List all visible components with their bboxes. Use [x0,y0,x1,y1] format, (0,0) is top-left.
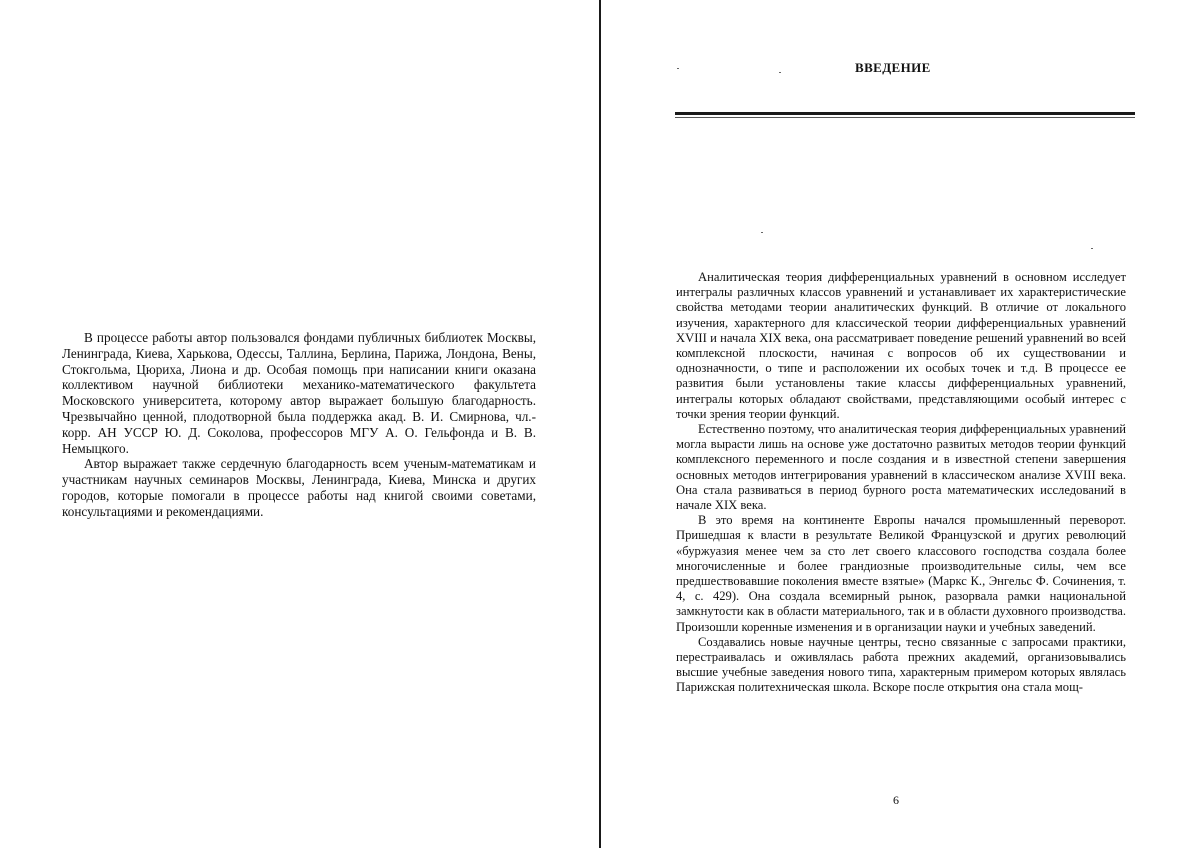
left-page [0,0,599,848]
scan-speck [1091,248,1093,249]
chapter-heading: ВВЕДЕНИЕ [855,60,931,75]
paragraph: В процессе работы автор пользовался фондами публичных библиотек Москвы, Ленинграда, Киева, Харькова, Одессы, Таллина, Берлина, Парижа, Лондона, Вены, Стокгольма, Цюриха, Лиона и др. Особая помощь при написании книги оказана коллективом научной библиотеки механико-математического факультета Московского университета, которому автор выражает большую благодарность. Чрезвычайно ценной, плодотворной была поддержка акад. В. И. Смирнова, чл.-корр. АН УССР Ю. Д. Соколова, профессоров МГУ А. О. Гельфонда и В. В. Немыцкого. [62,330,536,456]
paragraph: Автор выражает также сердечную благодарность всем ученым-математикам и участникам научных семинаров Москвы, Ленинграда, Киева, Минска и других городов, которые помогали в процессе работы над книгой своими советами, консультациями и рекомендациями. [62,456,536,519]
paragraph: Естественно поэтому, что аналитическая теория дифференциальных уравнений могла вырасти лишь на основе уже достаточно развитых методов теории функций комплексного переменного и после создания и в известной степени завершения основных методов интегрирования уравнений в классическом анализе XVIII века. Она стала развиваться в период бурного роста математических исследований в начале XIX века. [676,422,1126,513]
heading-rule [675,112,1135,115]
acknowledgements-text [62,330,536,520]
scan-speck [761,232,763,233]
scan-speck [779,72,781,73]
heading-rule-thin [675,117,1135,118]
paragraph: Создавались новые научные центры, тесно связанные с запросами практики, перестраивалась и оживлялась работа прежних академий, организовывались высшие учебные заведения нового типа, характерным примером которых являлась Парижская политехническая школа. Вскоре после открытия она стала мощ- [676,634,1126,695]
scan-speck [677,68,679,69]
page-number: 6 [893,793,899,807]
paragraph: Аналитическая теория дифференциальных уравнений в основном исследует интегралы различных классов уравнений и устанавливает их характеристические свойства методами теории аналитических функций. В отличие от локального изучения, характерного для классической теории дифференциальных уравнений XVIII и начала XIX века, она рассматривает поведение решений уравнений во всей комплексной плоскости, начиная с вопросов об их существовании и однозначности, о типе и расположении их особых точек и т.д. В процессе ее развития были установлены такие классы дифференциальных уравнений, интегралы которых обладают свойствами, представляющими особый интерес с точки зрения теории функций. [676,270,1126,421]
introduction-text [676,270,1126,696]
right-page [601,0,1200,848]
paragraph: В это время на континенте Европы начался промышленный переворот. Пришедшая к власти в результате Великой Французской и других революций «буржуазия менее чем за сто лет своего классового господства создала более многочисленные и более грандиозные производительные силы, чем все предшествовавшие поколения вместе взятые» (Маркс К., Энгельс Ф. Сочинения, т. 4, с. 429). Она создала всемирный рынок, разорвала рамки национальной замкнутости как в области материального, так и в области духовного производства. Произошли коренные изменения и в организации науки и учебных заведений. [676,513,1126,634]
